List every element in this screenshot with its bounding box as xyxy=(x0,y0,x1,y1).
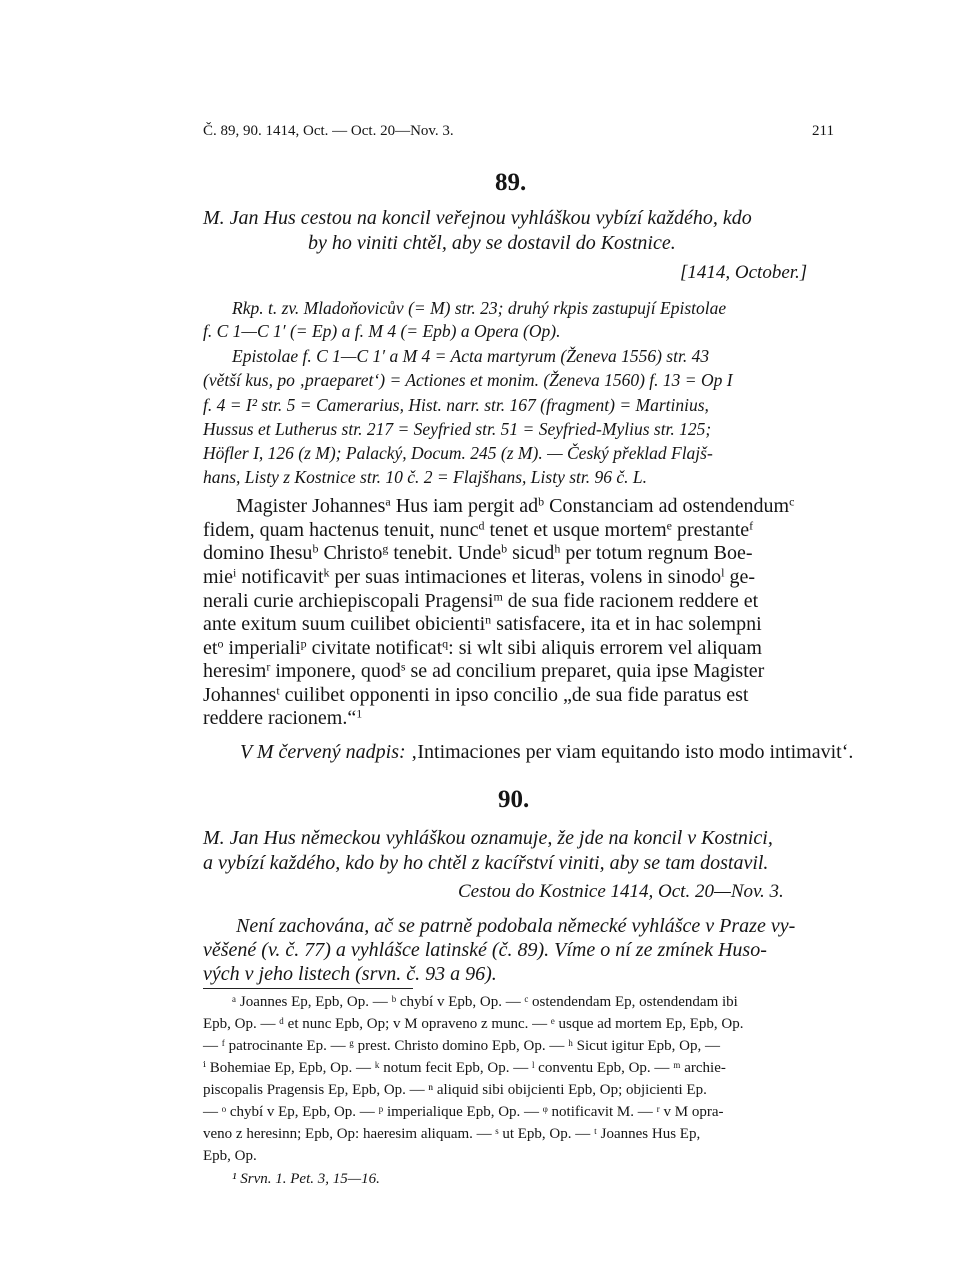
text-line-4: mie$^i$ notificavit$^k$ per suas intimaciones et literas, volens in sinodo$^l$ ge- xyxy=(203,565,756,588)
section-90-date: Cestou do Kostnice 1414, Oct. 20—Nov. 3. xyxy=(458,881,784,902)
footnote-line-4: ⁱ Bohemiae Ep, Epb, Op. — ᵏ notum fecit Epb, Op. — ˡ conventu Epb, Op. — ᵐ archie- xyxy=(203,1060,726,1076)
text-line-2: fidem, quam hactenus tenuit, nunc$^d$ tenet et usque mortem$^e$ prestante$^f$ xyxy=(203,518,754,541)
ms-line-5: f. 4 = I² str. 5 = Camerarius, Hist. narr. str. 167 (fragment) = Martinius, xyxy=(203,395,709,415)
text-line-8: heresim$^r$ imponere, quod$^s$ se ad concilium preparet, quia ipse Magister xyxy=(203,659,765,682)
footnote-line-9: ¹ Srvn. 1. Pet. 3, 15—16. xyxy=(232,1171,380,1187)
section-90-title-line-1: M. Jan Hus německou vyhláškou oznamuje, že jde na koncil v Kostnici, xyxy=(203,827,773,849)
footnote-line-8: Epb, Op. xyxy=(203,1148,257,1164)
ms-line-8: hans, Listy z Kostnice str. 10 č. 2 = Flajšhans, Listy str. 96 č. L. xyxy=(203,467,648,487)
footnote-divider xyxy=(203,988,413,989)
footnote-line-3: — ᶠ patrocinante Ep. — ᵍ prest. Christo domino Epb, Op. — ʰ Sicut igitur Epb, Op, — xyxy=(203,1038,720,1054)
page-number: 211 xyxy=(812,123,834,139)
text-line-7: $et^o$ imperiali$^p$ civitate notificat$^q$: si wlt sibi aliquis errorem vel aliquam xyxy=(203,636,762,659)
footnote-line-7: veno z heresinn; Epb, Op: haeresim aliquam. — ˢ ut Epb, Op. — ᵗ Joannes Hus Ep, xyxy=(203,1126,701,1142)
ms-line-7: Höfler I, 126 (z M); Palacký, Docum. 245 (z M). — Český překlad Flajš- xyxy=(203,443,713,463)
section-90-note-line-3: vých v jeho listech (srvn. č. 93 a 96). xyxy=(203,963,497,985)
ms-line-1: Rkp. t. zv. Mladoňovicův (= M) str. 23; druhý rkpis zastupují Epistolae xyxy=(232,298,727,318)
red-heading-note: V M červený nadpis: ‚Intimaciones per viam equitando isto modo intimavit‘. xyxy=(240,741,854,763)
text-line-9: Johannes$^t$ cuilibet opponenti in ipso concilio „de sua fide paratus est xyxy=(203,683,749,706)
ms-line-4: (větší kus, po ‚praeparet‘) = Actiones et monim. (Ženeva 1560) f. 13 = Op I xyxy=(203,370,733,390)
section-89-title-line-1: M. Jan Hus cestou na koncil veřejnou vyhláškou vybízí každého, kdo xyxy=(203,207,752,229)
ms-line-6: Hussus et Lutherus str. 217 = Seyfried str. 51 = Seyfried-Mylius str. 125; xyxy=(203,419,712,439)
section-89-date: [1414, October.] xyxy=(680,262,808,283)
footnote-line-6: — ᵒ chybí v Ep, Epb, Op. — ᵖ imperialique Epb, Op. — ᵠ notificavit M. — ʳ v M opra- xyxy=(203,1104,724,1120)
section-90-note-line-1: Není zachována, ač se patrně podobala německé vyhlášce v Praze vy- xyxy=(236,915,796,937)
section-90-title-line-2: a vybízí každého, kdo by ho chtěl z kacířství viniti, aby se tam dostavil. xyxy=(203,852,769,874)
section-89-title-line-2: by ho viniti chtěl, aby se dostavil do Kostnice. xyxy=(308,232,676,254)
text-line-3: domino Ihesu$^b$ Christo$^g$ tenebit. Unde$^b$ sicud$^h$ per totum regnum Boe- xyxy=(203,541,753,564)
section-90-note-line-2: věšené (v. č. 77) a vyhlášce latinské (č. 89). Víme o ní ze zmínek Huso- xyxy=(203,939,767,961)
text-line-5: nerali curie archiepiscopali Pragensi$^m$ de sua fide racionem reddere et xyxy=(203,589,759,612)
running-head: Č. 89, 90. 1414, Oct. — Oct. 20—Nov. 3. xyxy=(203,123,454,139)
text-line-6: ante exitum suum cuilibet obicienti$^n$ satisfacere, ita et in hac solempni xyxy=(203,612,762,635)
text-line-1: Magister Johannes$^a$ Hus iam pergit $ad^b$ Constanciam ad ostendendum$^c$ xyxy=(236,494,795,517)
footnote-line-2: Epb, Op. — ᵈ et nunc Epb, Op; v M opraveno z munc. — ᵉ usque ad mortem Ep, Epb, Op. xyxy=(203,1016,744,1032)
section-90-number: 90. xyxy=(498,786,530,813)
text-line-10: reddere racionem.“$^1$ xyxy=(203,706,363,729)
footnote-line-1: ᵃ Joannes Ep, Epb, Op. — ᵇ chybí v Epb, Op. — ᶜ ostendendam Ep, ostendendam ibi xyxy=(232,994,738,1010)
section-89-number: 89. xyxy=(495,169,527,196)
ms-line-3: Epistolae f. C 1—C 1′ a M 4 = Acta martyrum (Ženeva 1556) str. 43 xyxy=(232,346,710,366)
footnote-line-5: piscopalis Pragensis Ep, Epb, Op. — ⁿ aliquid sibi obijcienti Epb, Op; objicienti Ep. xyxy=(203,1082,707,1098)
ms-line-2: f. C 1—C 1′ (= Ep) a f. M 4 (= Epb) a Opera (Op). xyxy=(203,321,561,341)
